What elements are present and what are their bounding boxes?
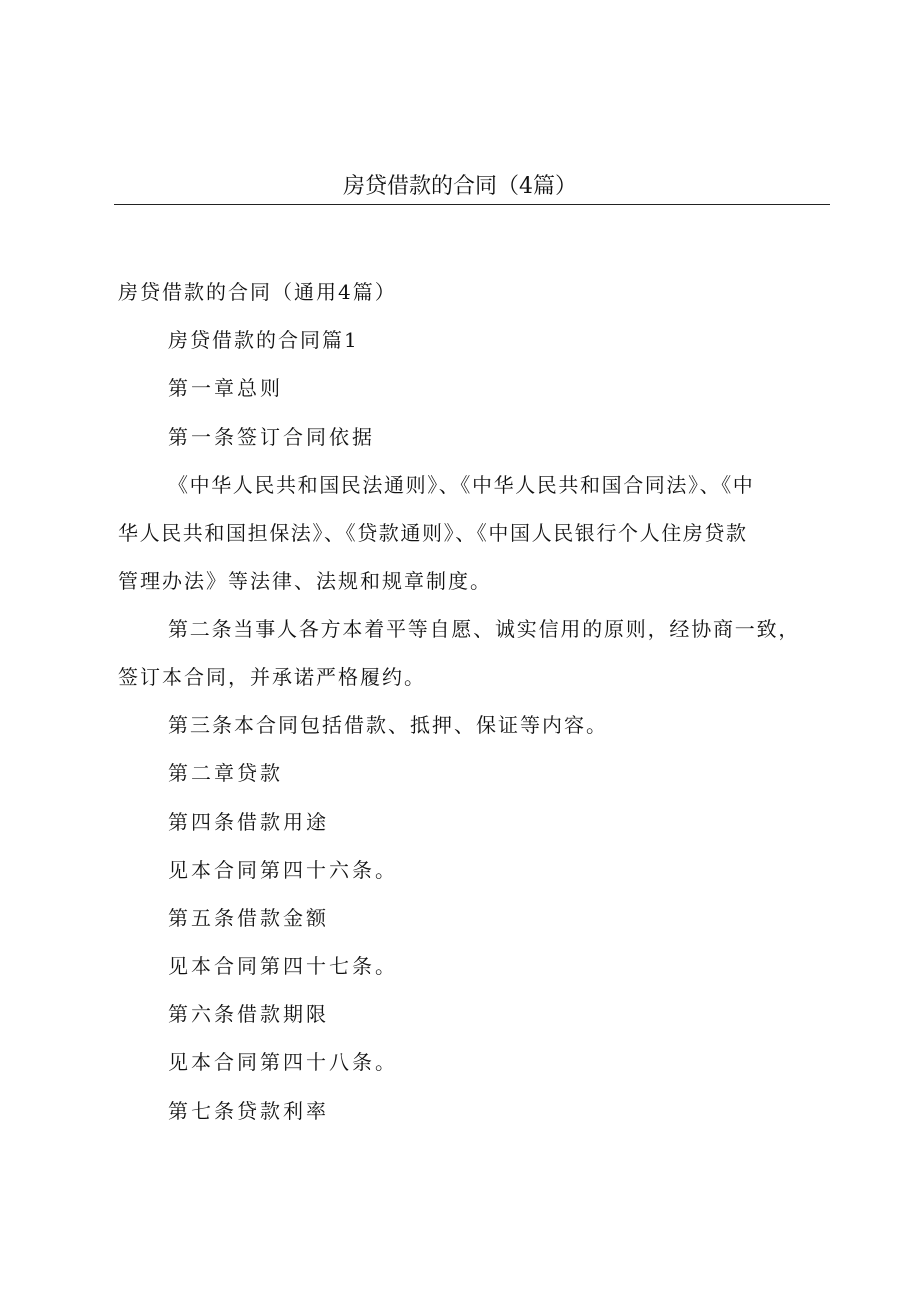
article-heading: 第四条借款用途	[168, 810, 329, 834]
title-underline	[114, 204, 830, 205]
paragraph-line: 《中华人民共和国民法通则》、《中华人民共和国合同法》、《中	[168, 473, 755, 497]
paragraph-line: 见本合同第四十六条。	[168, 858, 398, 882]
paragraph-line: 见本合同第四十七条。	[168, 954, 398, 978]
chapter-heading: 第二章贷款	[168, 761, 283, 785]
chapter-heading: 第一章总则	[168, 376, 283, 400]
article-heading: 第七条贷款利率	[168, 1099, 329, 1123]
article-heading: 第一条签订合同依据	[168, 425, 375, 449]
section-heading: 房贷借款的合同篇1	[168, 328, 359, 352]
paragraph-line: 管理办法》等法律、法规和规章制度。	[118, 569, 492, 593]
article-heading: 第五条借款金额	[168, 906, 329, 930]
paragraph-line: 见本合同第四十八条。	[168, 1050, 398, 1074]
paragraph-line: 华人民共和国担保法》、《贷款通则》、《中国人民银行个人住房贷款	[118, 521, 748, 545]
paragraph-line: 第三条本合同包括借款、抵押、保证等内容。	[168, 713, 608, 737]
subtitle-line: 房贷借款的合同（通用4篇）	[118, 280, 397, 304]
article-heading: 第六条借款期限	[168, 1002, 329, 1026]
paragraph-line: 签订本合同，并承诺严格履约。	[118, 665, 426, 689]
document-title: 房贷借款的合同（4篇）	[343, 174, 577, 199]
paragraph-line: 第二条当事人各方本着平等自愿、诚实信用的原则，经协商一致，	[168, 617, 801, 641]
